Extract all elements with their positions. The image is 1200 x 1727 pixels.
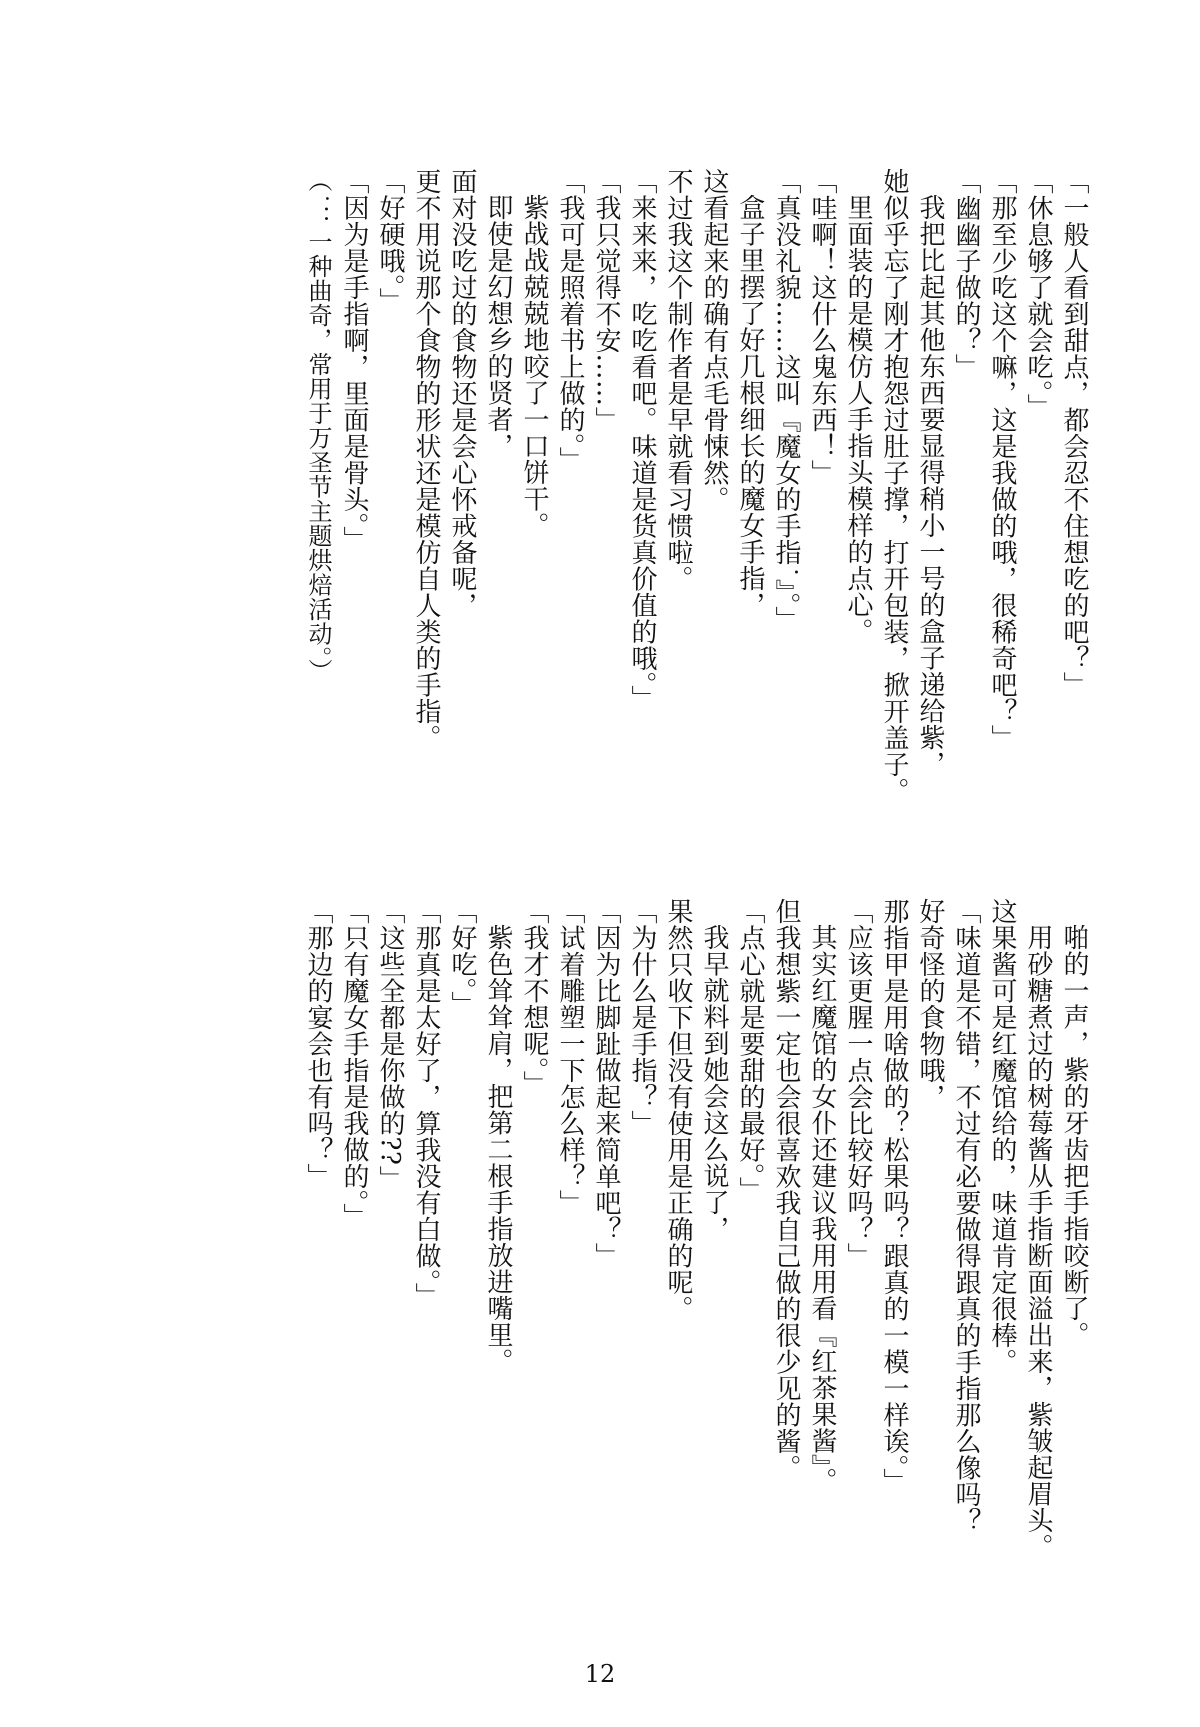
text-line: 「好硬哦。」: [375, 168, 405, 314]
text-line: 其实红魔馆的女仆还建议我用用看『红茶果酱』。: [807, 924, 837, 1494]
text-line: 「只有魔女手指是我做的。」: [339, 898, 369, 1230]
text-line: 「我只觉得不安……」: [591, 168, 621, 433]
text-line: 「试着雕塑一下怎么样？」: [555, 898, 585, 1216]
text-line: 紫战战兢兢地咬了一口饼干。: [519, 194, 549, 539]
text-line: 紫色耸耸肩，把第二根手指放进嘴里。: [483, 924, 513, 1375]
text-line: 「那真是太好了，算我没有白做。」: [411, 898, 441, 1309]
text-line: 这果酱可是红魔馆给的，味道肯定很棒。: [987, 898, 1017, 1375]
text-line: 她似乎忘了刚才抱怨过肚子撑，打开包装，掀开盖子。: [879, 168, 909, 804]
upper-text-column-block: [92, 168, 1092, 868]
text-line: 「好吃。」: [447, 898, 477, 1018]
text-line: 「因为比脚趾做起来简单吧？」: [591, 898, 621, 1269]
text-line: 即使是幻想乡的贤者，: [483, 194, 513, 459]
text-line: 这看起来的确有点毛骨悚然。: [699, 168, 729, 513]
text-line: 好奇怪的食物哦，: [915, 898, 945, 1110]
text-line: 那指甲是用啥做的？松果吗？跟真的一模一样诶。」: [879, 898, 909, 1495]
text-line: 「那至少吃这个嘛，这是我做的哦，很稀奇吧？」: [987, 168, 1017, 751]
text-line: 「那边的宴会也有吗？」: [303, 898, 333, 1190]
text-line: 「应该更腥一点会比较好吗？」: [843, 898, 873, 1269]
text-line: 盒子里摆了好几根细长的魔女手指，: [735, 194, 765, 618]
text-line: 「我才不想呢。」: [519, 898, 549, 1097]
text-line: 啪的一声，紫的牙齿把手指咬断了。: [1059, 924, 1089, 1348]
text-line: 不过我这个制作者是早就看习惯啦。: [663, 168, 693, 592]
text-line: 「我可是照着书上做的。」: [555, 168, 585, 473]
text-line: 「真没礼貌……这叫『魔女的手指˙』。」: [771, 168, 801, 633]
text-line: 「点心就是要甜的最好。」: [735, 898, 765, 1203]
text-line: 「幽幽子做的？」: [951, 168, 981, 380]
text-line: 「为什么是手指？」: [627, 898, 657, 1137]
text-line: 「因为是手指啊，里面是骨头。」: [339, 168, 369, 553]
text-line: 我早就料到她会这么说了，: [699, 924, 729, 1242]
text-line: 用砂糖煮过的树莓酱从手指断面溢出来，紫皱起眉头。: [1023, 924, 1053, 1560]
footnote: （˙：一种曲奇，常用于万圣节主题烘焙活动。）: [304, 168, 332, 683]
text-line: 但我想紫一定也会很喜欢我自己做的很少见的酱。: [771, 898, 801, 1481]
text-line: 里面装的是模仿人手指头模样的点心。: [843, 194, 873, 645]
text-line: 「哇啊！这什么鬼东西！」: [807, 168, 837, 486]
text-line: 面对没吃过的食物还是会心怀戒备呢，: [447, 168, 477, 619]
text-line: 「这些全都是你做的??」: [375, 898, 405, 1192]
text-line: 「一般人看到甜点，都会忍不住想吃的吧？」: [1059, 168, 1089, 698]
lower-text-column-block: [92, 898, 1092, 1598]
text-line: 「来来来，吃吃看吧。味道是货真价值的哦。」: [627, 168, 657, 712]
text-line: 更不用说那个食物的形状还是模仿自人类的手指。: [411, 168, 441, 751]
page-number: 12: [584, 1660, 616, 1688]
text-line: 果然只收下但没有使用是正确的呢。: [663, 898, 693, 1322]
text-line: 我把比起其他东西要显得稍小一号的盒子递给紫，: [915, 194, 945, 777]
text-line: 「休息够了就会吃。」: [1023, 168, 1053, 420]
text-line: 「味道是不错，不过有必要做得跟真的手指那么像吗？: [951, 898, 981, 1534]
